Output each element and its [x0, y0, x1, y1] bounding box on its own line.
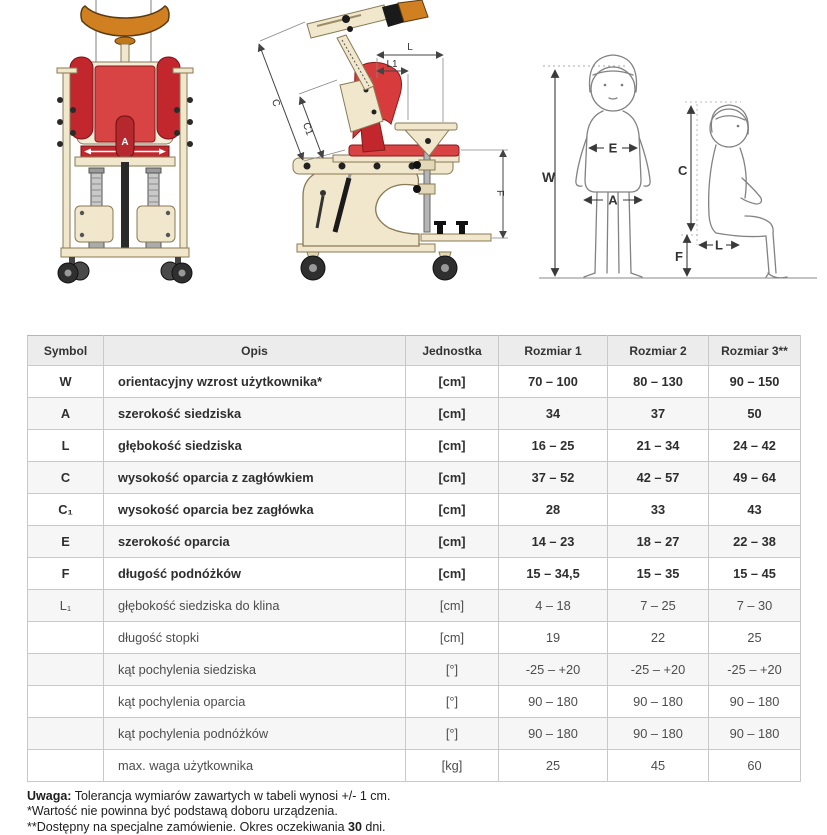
table-row	[28, 718, 801, 750]
opis-cell: szerokość siedziska	[104, 398, 406, 430]
header-opis: Opis	[104, 336, 406, 366]
unit-cell: [cm]	[406, 366, 499, 398]
size3-cell: 50	[709, 398, 801, 430]
note-tolerance	[27, 789, 390, 804]
header-rozmiar2: Rozmiar 2	[608, 336, 709, 366]
size3-cell: 49 – 64	[709, 462, 801, 494]
table-row	[28, 462, 801, 494]
table-row	[28, 654, 801, 686]
dim-label-l1: L1	[386, 59, 398, 70]
header-rozmiar1: Rozmiar 1	[499, 336, 608, 366]
size3-cell: 22 – 38	[709, 526, 801, 558]
body-measurements-illustration	[525, 30, 825, 305]
standing-child-figure	[576, 55, 650, 277]
size1-cell: 19	[499, 622, 608, 654]
opis-cell: max. waga użytkownika	[104, 750, 406, 782]
dim-label-l: L	[715, 237, 723, 253]
size1-cell: 34	[499, 398, 608, 430]
size1-cell: 90 – 180	[499, 686, 608, 718]
size2-cell: -25 – +20	[608, 654, 709, 686]
unit-cell: [°]	[406, 686, 499, 718]
note-label: Uwaga:	[27, 789, 72, 803]
size1-cell: 28	[499, 494, 608, 526]
symbol-cell: C₁	[28, 494, 104, 526]
note-text: *Wartość nie powinna być podstawą doboru urządzenia.	[27, 804, 338, 819]
dim-label-l: L	[407, 42, 413, 53]
dim-label-w: W	[542, 169, 556, 185]
opis-cell: kąt pochylenia oparcia	[104, 686, 406, 718]
backrest	[340, 62, 401, 152]
size3-cell: 90 – 180	[709, 686, 801, 718]
size3-cell: 90 – 150	[709, 366, 801, 398]
symbol-cell	[28, 686, 104, 718]
size2-cell: 15 – 35	[608, 558, 709, 590]
unit-cell: [kg]	[406, 750, 499, 782]
unit-cell: [cm]	[406, 462, 499, 494]
size3-cell: 15 – 45	[709, 558, 801, 590]
size1-cell: 16 – 25	[499, 430, 608, 462]
dimension-lines	[259, 22, 508, 238]
spec-table	[27, 335, 801, 782]
unit-cell: [cm]	[406, 494, 499, 526]
size1-cell: 70 – 100	[499, 366, 608, 398]
size1-cell: 37 – 52	[499, 462, 608, 494]
size3-cell: 25	[709, 622, 801, 654]
size2-cell: 22	[608, 622, 709, 654]
unit-cell: [°]	[406, 718, 499, 750]
unit-cell: [°]	[406, 654, 499, 686]
size1-cell: -25 – +20	[499, 654, 608, 686]
size3-cell: 43	[709, 494, 801, 526]
size2-cell: 42 – 57	[608, 462, 709, 494]
table-row	[28, 494, 801, 526]
opis-cell: wysokość oparcia bez zagłówka	[104, 494, 406, 526]
dim-label-f: F	[675, 249, 683, 264]
opis-cell: kąt pochylenia siedziska	[104, 654, 406, 686]
table-row	[28, 686, 801, 718]
size1-cell: 14 – 23	[499, 526, 608, 558]
symbol-cell	[28, 654, 104, 686]
symbol-cell	[28, 718, 104, 750]
symbol-cell: A	[28, 398, 104, 430]
dim-label-c1: C1	[299, 121, 315, 138]
dim-label-f: F	[494, 189, 505, 197]
table-row	[28, 558, 801, 590]
note-text: dni.	[361, 819, 386, 834]
symbol-cell: L₁	[28, 590, 104, 622]
unit-cell: [cm]	[406, 622, 499, 654]
symbol-cell: E	[28, 526, 104, 558]
header-symbol: Symbol	[28, 336, 104, 366]
side-view-chair-illustration	[245, 0, 525, 300]
table-row	[28, 590, 801, 622]
note-value-warning	[27, 804, 390, 819]
size2-cell: 7 – 25	[608, 590, 709, 622]
unit-cell: [cm]	[406, 398, 499, 430]
footnotes	[27, 789, 390, 835]
symbol-cell: C	[28, 462, 104, 494]
dim-label-a: A	[121, 137, 129, 148]
opis-cell: głębokość siedziska	[104, 430, 406, 462]
size1-cell: 4 – 18	[499, 590, 608, 622]
note-text: **Dostępny na specjalne zamówienie. Okres oczekiwania	[27, 819, 348, 834]
size3-cell: 7 – 30	[709, 590, 801, 622]
opis-cell: szerokość oparcia	[104, 526, 406, 558]
dim-label-c: C	[268, 97, 282, 109]
measurement-arrows	[555, 70, 739, 276]
opis-cell: głębokość siedziska do klina	[104, 590, 406, 622]
size3-cell: 60	[709, 750, 801, 782]
dim-label-c: C	[678, 163, 688, 178]
size2-cell: 18 – 27	[608, 526, 709, 558]
table-row	[28, 750, 801, 782]
size2-cell: 90 – 180	[608, 718, 709, 750]
size1-cell: 90 – 180	[499, 718, 608, 750]
size2-cell: 45	[608, 750, 709, 782]
seat	[333, 145, 459, 162]
table-row	[28, 622, 801, 654]
opis-cell: długość stopki	[104, 622, 406, 654]
size2-cell: 33	[608, 494, 709, 526]
base-and-casters	[58, 248, 192, 283]
size2-cell: 37	[608, 398, 709, 430]
size3-cell: -25 – +20	[709, 654, 801, 686]
table-row	[28, 398, 801, 430]
opis-cell: orientacyjny wzrost użytkownika*	[104, 366, 406, 398]
size1-cell: 25	[499, 750, 608, 782]
header-rozmiar3: Rozmiar 3**	[709, 336, 801, 366]
symbol-cell: L	[28, 430, 104, 462]
symbol-cell: F	[28, 558, 104, 590]
size2-cell: 21 – 34	[608, 430, 709, 462]
note-text: Tolerancja wymiarów zawartych w tabeli wynosi +/- 1 cm.	[71, 789, 391, 803]
unit-cell: [cm]	[406, 430, 499, 462]
note-special-order	[27, 820, 390, 835]
symbol-cell: W	[28, 366, 104, 398]
unit-cell: [cm]	[406, 590, 499, 622]
dim-label-e: E	[608, 140, 618, 156]
table-header-row	[28, 336, 801, 366]
header-jednostka: Jednostka	[406, 336, 499, 366]
table-row	[28, 366, 801, 398]
size3-cell: 90 – 180	[709, 718, 801, 750]
table-row	[28, 526, 801, 558]
base-and-casters	[297, 244, 457, 280]
note-days-count: 30	[348, 819, 362, 834]
opis-cell: wysokość oparcia z zagłówkiem	[104, 462, 406, 494]
size2-cell: 80 – 130	[608, 366, 709, 398]
table-row	[28, 430, 801, 462]
opis-cell: długość podnóżków	[104, 558, 406, 590]
unit-cell: [cm]	[406, 558, 499, 590]
unit-cell: [cm]	[406, 526, 499, 558]
size1-cell: 15 – 34,5	[499, 558, 608, 590]
symbol-cell	[28, 622, 104, 654]
front-view-chair-illustration	[55, 0, 195, 295]
dim-label-a: A	[608, 192, 618, 208]
symbol-cell	[28, 750, 104, 782]
size3-cell: 24 – 42	[709, 430, 801, 462]
opis-cell: kąt pochylenia podnóżków	[104, 718, 406, 750]
size2-cell: 90 – 180	[608, 686, 709, 718]
spec-table-section	[27, 335, 801, 782]
